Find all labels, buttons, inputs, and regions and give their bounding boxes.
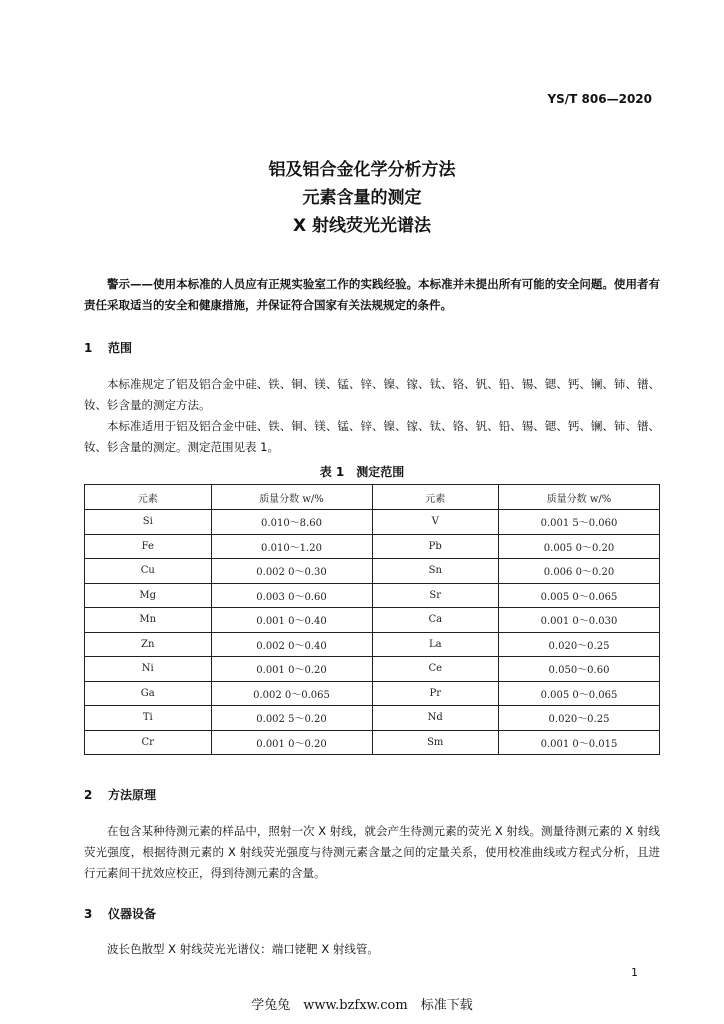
header-element: 元素 [85, 485, 212, 510]
range-cell: 0.001 0～0.015 [499, 730, 660, 755]
table-row [85, 706, 660, 731]
element-cell: Zn [85, 632, 212, 657]
section2-title: 方法原理 [108, 788, 157, 802]
element-cell: Mn [85, 608, 212, 633]
table-row [85, 608, 660, 633]
document-title-line3: X 射线荧光光谱法 [292, 216, 432, 236]
range-cell: 0.003 0～0.60 [211, 583, 372, 608]
range-cell: 0.010～8.60 [211, 510, 372, 535]
table-row [85, 632, 660, 657]
range-cell: 0.050～0.60 [499, 657, 660, 682]
standard-code: YS/T 806—2020 [547, 92, 652, 106]
table-header-row [85, 485, 660, 510]
section1-paragraph2: 本标准适用于铝及铝合金中硅、铁、铜、镁、锰、锌、镍、镓、钛、铬、钒、铅、锡、锶、钙、镧、铈、镨、钕、钐含量的测定。测定范围见表 1。 [84, 419, 660, 454]
table-row [85, 559, 660, 584]
element-cell: La [372, 632, 499, 657]
table-row [85, 510, 660, 535]
element-cell: Sn [372, 559, 499, 584]
element-cell: Mg [85, 583, 212, 608]
table-row [85, 583, 660, 608]
range-cell: 0.020～0.25 [499, 632, 660, 657]
range-cell: 0.002 5～0.20 [211, 706, 372, 731]
element-cell: Ce [372, 657, 499, 682]
section3-heading [84, 905, 156, 922]
section3-title: 仪器设备 [108, 907, 157, 921]
range-cell: 0.002 0～0.065 [211, 681, 372, 706]
element-cell: Ti [85, 706, 212, 731]
warning-paragraph: 警示——使用本标准的人员应有正规实验室工作的实践经验。本标准并未提出所有可能的安全问题。使用者有责任采取适当的安全和健康措施，并保证符合国家有关法规规定的条件。 [84, 277, 660, 312]
section3-number: 3 [84, 907, 93, 921]
range-cell: 0.020～0.25 [499, 706, 660, 731]
element-cell: V [372, 510, 499, 535]
header-mass-fraction: 质量分数 w/% [211, 485, 372, 510]
element-cell: Sm [372, 730, 499, 755]
table1-caption: 表 1 测定范围 [319, 465, 405, 479]
document-title-line1: 铝及铝合金化学分析方法 [268, 160, 456, 180]
element-cell: Ni [85, 657, 212, 682]
section1-number: 1 [84, 341, 93, 355]
element-cell: Fe [85, 534, 212, 559]
range-cell: 0.001 0～0.20 [211, 730, 372, 755]
section2-paragraph: 在包含某种待测元素的样品中，照射一次 X 射线，就会产生待测元素的荧光 X 射线。测量待测元素的 X 射线荧光强度，根据待测元素的 X 射线荧光强度与待测元素含量之间的定量关系，使用校准曲线或方程式分析，且进行元素间干扰效应校正，得到待测元素的含量。 [84, 824, 660, 880]
section1-paragraph1: 本标准规定了铝及铝合金中硅、铁、铜、镁、锰、锌、镍、镓、钛、铬、钒、铅、锡、锶、钙、镧、铈、镨、钕、钐含量的测定方法。 [84, 377, 660, 412]
header-element: 元素 [372, 485, 499, 510]
table-row [85, 730, 660, 755]
range-cell: 0.001 0～0.40 [211, 608, 372, 633]
section1-title: 范围 [108, 341, 133, 355]
range-cell: 0.005 0～0.065 [499, 583, 660, 608]
range-cell: 0.002 0～0.40 [211, 632, 372, 657]
page-number: 1 [631, 966, 638, 979]
table-row [85, 657, 660, 682]
element-cell: Cr [85, 730, 212, 755]
range-cell: 0.001 0～0.030 [499, 608, 660, 633]
element-cell: Pb [372, 534, 499, 559]
table-row [85, 534, 660, 559]
element-cell: Ca [372, 608, 499, 633]
section2-heading [84, 786, 156, 803]
range-cell: 0.002 0～0.30 [211, 559, 372, 584]
document-title-line2: 元素含量的测定 [302, 188, 422, 208]
range-cell: 0.006 0～0.20 [499, 559, 660, 584]
range-cell: 0.001 5～0.060 [499, 510, 660, 535]
range-cell: 0.010～1.20 [211, 534, 372, 559]
range-cell: 0.005 0～0.065 [499, 681, 660, 706]
section1-heading [84, 339, 132, 356]
section2-number: 2 [84, 788, 93, 802]
watermark-footer: 学兔兔 www.bzfxw.com 标准下载 [251, 998, 473, 1013]
element-cell: Cu [85, 559, 212, 584]
measurement-range-table [84, 484, 660, 755]
element-cell: Pr [372, 681, 499, 706]
section3-paragraph: 波长色散型 X 射线荧光光谱仪：端口铑靶 X 射线管。 [107, 942, 379, 956]
range-cell: 0.005 0～0.20 [499, 534, 660, 559]
element-cell: Si [85, 510, 212, 535]
element-cell: Sr [372, 583, 499, 608]
table-row [85, 681, 660, 706]
range-cell: 0.001 0～0.20 [211, 657, 372, 682]
element-cell: Ga [85, 681, 212, 706]
header-mass-fraction: 质量分数 w/% [499, 485, 660, 510]
element-cell: Nd [372, 706, 499, 731]
